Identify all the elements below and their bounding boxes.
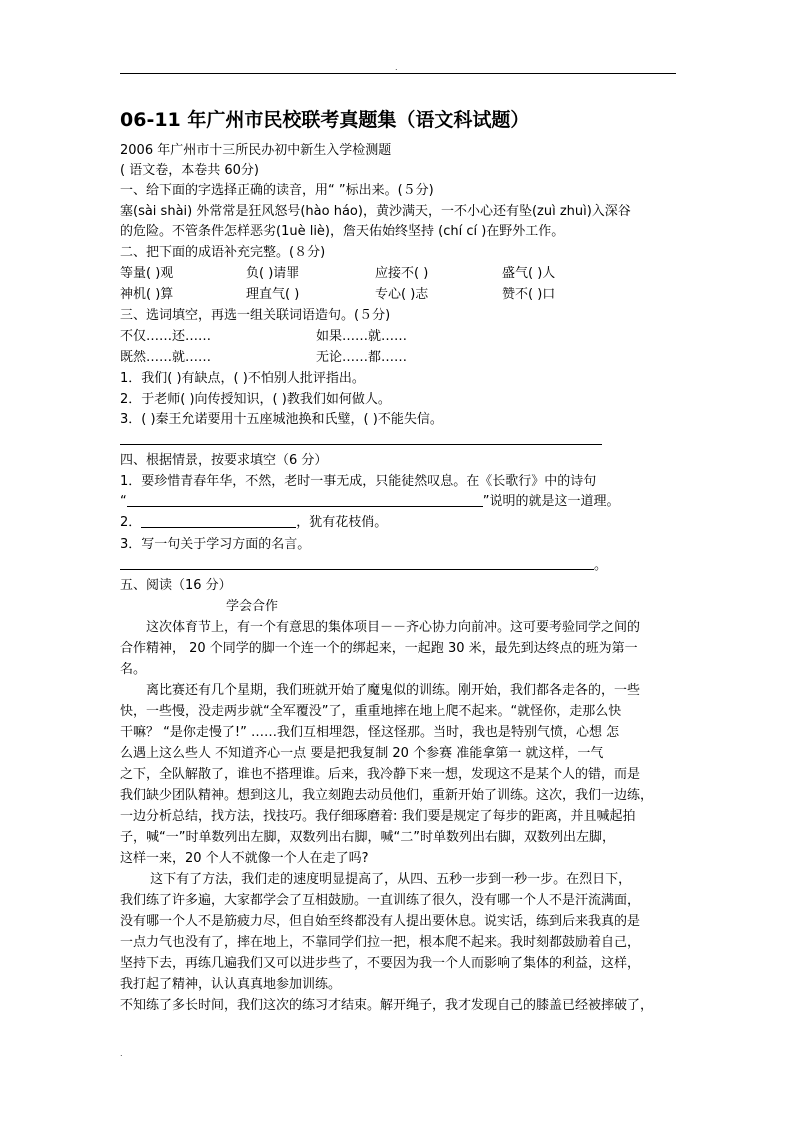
- idiom-item: 负( )请罪: [246, 266, 300, 281]
- q4-item-1: 1．要珍惜青春年华，不然，老时一事无成，只能徒然叹息。在《长歌行》中的诗句: [120, 474, 597, 489]
- idiom-item: 神机( )算: [120, 287, 174, 302]
- passage-body: [120, 617, 678, 1016]
- passage-line: 不知练了多长时间，我们这次的练习才结束。解开绳子，我才发现自己的膝盖已经被摔破了，: [120, 998, 654, 1013]
- conjunction-pair: 如果……就……: [316, 329, 408, 344]
- q4-heading: 四、根据情景，按要求填空（6 分）: [120, 453, 328, 468]
- fill-blank[interactable]: [141, 513, 296, 528]
- q4-item-2-number: 2．: [120, 515, 142, 530]
- conjunction-pair: 无论……都……: [316, 350, 408, 365]
- passage-line: 我们练了许多遍，大家都学会了互相鼓励。一直训练了很久，没有哪一个人不是汗流满面，: [120, 893, 641, 908]
- passage-line: 我打起了精神，认认真真地参加训练。: [120, 977, 342, 992]
- idiom-item: 赞不( )口: [502, 287, 556, 302]
- passage-line: 么遇上这么些人 不知道齐心一点 要是把我复制 20 个参赛 准能拿第一 就这样，一气: [120, 746, 604, 761]
- open-quote: “: [120, 494, 127, 509]
- q3-heading: 三、选词填空，再选一组关联词语造句。(５分): [120, 308, 391, 323]
- passage-line: 坚持下去，再练几遍我们又可以进步些了，不要因为我一个人而影响了集体的利益，这样，: [120, 956, 641, 971]
- passage-line: 离比赛还有几个星期，我们班就开始了魔鬼似的训练。刚开始，我们都各走各的，一些: [120, 683, 641, 698]
- period-mark: 。: [594, 558, 608, 573]
- conjunction-pair: 既然……就……: [120, 350, 212, 365]
- footer-dot: .: [120, 1049, 123, 1058]
- q4-item-2: [120, 513, 387, 533]
- q3-item-1: 1．我们( )有缺点，( )不怕别人批评指出。: [120, 371, 365, 386]
- passage-line: 快，一些慢，没走两步就“全军覆没”了，重重地摔在地上爬不起来。“就怪你，走那么快: [120, 704, 622, 719]
- answer-line[interactable]: [120, 569, 594, 570]
- passage-line: 这样一来，20 个人不就像一个人在走了吗?: [120, 851, 369, 866]
- idiom-item: 理直气( ): [246, 287, 300, 302]
- idiom-item: 等量( )观: [120, 266, 174, 281]
- exam-subtitle: 2006 年广州市十三所民办初中新生入学检测题: [120, 143, 392, 158]
- q4-item-2-text: ，犹有花枝俏。: [296, 515, 388, 530]
- passage-line: 子，喊“一”时单数列出左脚，双数列出右脚，喊“二”时单数列出右脚，双数列出左脚，: [120, 830, 615, 845]
- header-rule: [120, 73, 676, 74]
- exam-note: ( 语文卷，本卷共 60分): [120, 163, 259, 178]
- passage-line: 一点力气也没有了，摔在地上，不靠同学们拉一把，根本爬不起来。我时刻都鼓励着自己，: [120, 935, 641, 950]
- passage-title: 学会合作: [226, 599, 279, 614]
- q1-line-2: 的危险。不管条件怎样恶劣(1uè liè)，詹天佑始终坚持 (chí cí )在野外工作。: [120, 224, 565, 239]
- passage-line: 合作精神， 20 个同学的脚一个连一个的绑起来，一起跑 30 米，最先到达终点的班为第一: [120, 641, 638, 656]
- passage-line: 一边分析总结，找方法，找技巧。我仔细琢磨着: 我们要是规定了每步的距离，并且喊起拍: [120, 809, 636, 824]
- passage-line: 干嘛？ “是你走慢了!” ……我们互相埋怨，怪这怪那。当时，我也是特别气愤，心想 怎: [120, 725, 620, 740]
- passage-line: 没有哪一个人不是筋疲力尽，但自始至终都没有人提出要休息。说实话，练到后来我真的是: [120, 914, 641, 929]
- fill-blank[interactable]: [127, 492, 483, 507]
- q1-line-1: 塞(sài shài) 外常常是狂风怒号(hào háo)，黄沙满天，一不小心还有坠(zuì zhuì)入深谷: [120, 204, 631, 219]
- answer-line: [120, 444, 602, 445]
- close-quote-text: ”说明的就是这一道理。: [482, 494, 620, 509]
- header-dot: .: [395, 63, 398, 72]
- q3-item-2: 2．于老师( )向传授知识，( )教我们如何做人。: [120, 392, 391, 407]
- passage-line: 这下有了方法，我们走的速度明显提高了，从四、五秒一步到一秒一步。在烈日下，: [120, 872, 632, 887]
- q3-item-3: 3．( )秦王允诺要用十五座城池换和氏璧，( )不能失信。: [120, 412, 443, 427]
- page-title: 06-11 年广州市民校联考真题集（语文科试题）: [120, 109, 530, 131]
- passage-line: 这次体育节上，有一个有意思的集体项目－－齐心协力向前冲。这可要考验同学之间的: [120, 620, 641, 635]
- idiom-item: 盛气( )人: [502, 266, 556, 281]
- q1-heading: 一、给下面的字选择正确的读音，用“ ”标出来。(５分): [120, 183, 434, 198]
- q4-item-3: 3．写一句关于学习方面的名言。: [120, 537, 311, 552]
- idiom-item: 专心( )志: [375, 287, 429, 302]
- q2-heading: 二、把下面的成语补充完整。(８分): [120, 245, 326, 260]
- conjunction-pair: 不仅……还……: [120, 329, 212, 344]
- idiom-item: 应接不( ): [375, 266, 429, 281]
- q4-item-1-blank-line: [120, 492, 620, 512]
- passage-line: 之下，全队解散了，谁也不搭理谁。后来，我冷静下来一想，发现这不是某个人的错，而是: [120, 767, 641, 782]
- q5-heading: 五、阅读（16 分）: [120, 578, 232, 593]
- passage-line: 我们缺少团队精神。想到这儿，我立刻跑去动员他们，重新开始了训练。这次，我们一边练，: [120, 788, 654, 803]
- passage-line: 名。: [120, 662, 147, 677]
